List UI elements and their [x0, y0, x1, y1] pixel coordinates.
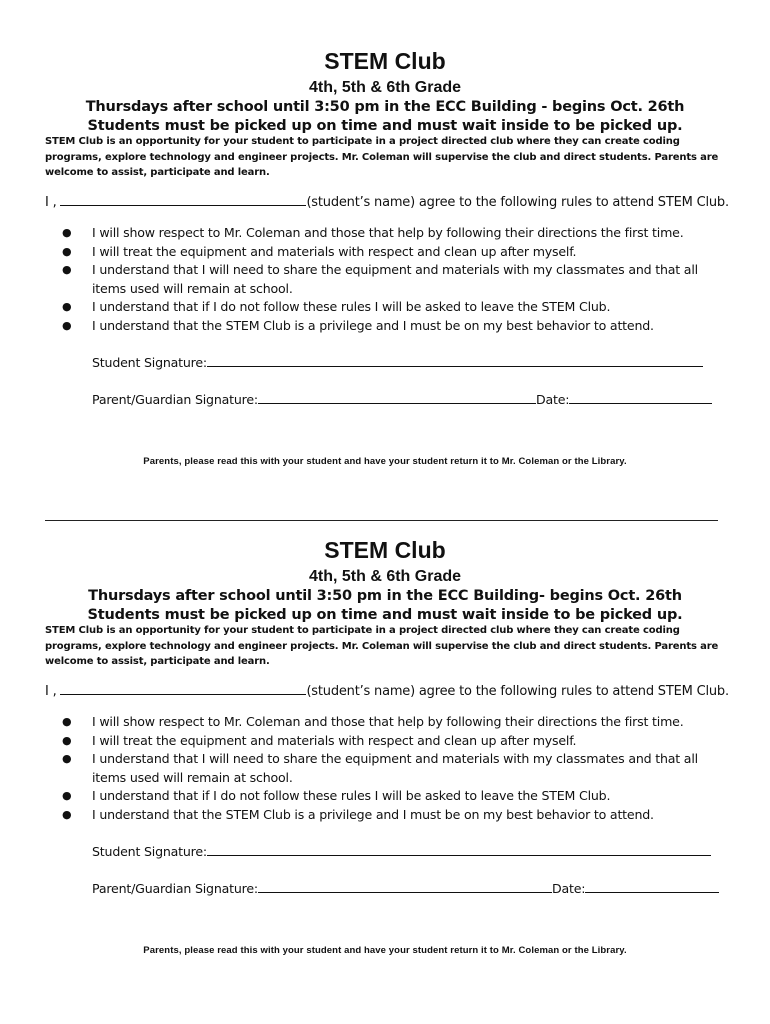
bullet-icon: ●: [62, 263, 72, 276]
rule-text: I understand that the STEM Club is a privilege and I must be on my best behavior to attend.: [92, 806, 654, 822]
agreement-suffix: (student’s name) agree to the following rules to attend STEM Club.: [306, 684, 729, 699]
rule-text: I will treat the equipment and materials with respect and clean up after myself.: [92, 732, 577, 748]
student-signature-label: Student Signature:: [92, 355, 207, 370]
list-item: [62, 298, 722, 317]
list-item: [62, 787, 722, 806]
list-item: [62, 243, 722, 262]
stem-club-form-bottom: [0, 535, 770, 956]
list-item: [62, 261, 722, 298]
grade-heading: 4th, 5th & 6th Grade: [308, 568, 462, 585]
pickup-line: Students must be picked up on time and must wait inside to be picked up.: [87, 607, 683, 623]
date-label: Date:: [535, 392, 570, 407]
bullet-icon: ●: [62, 789, 72, 802]
agreement-line: [45, 192, 735, 212]
pickup-line: Students must be picked up on time and must wait inside to be picked up.: [87, 118, 683, 134]
student-signature-field[interactable]: [207, 353, 703, 367]
cut-line-divider: [45, 520, 718, 521]
parent-signature-field[interactable]: [258, 390, 536, 404]
rule-text: I understand that I will need to share the equipment and materials with my classmates and that all items used will remain at school.: [92, 751, 698, 785]
return-instructions: Parents, please read this with your student and have your student return it to Mr. Coleman or the Library.: [143, 456, 627, 467]
parent-signature-label: Parent/Guardian Signature:: [92, 881, 258, 896]
rules-list: [62, 713, 722, 824]
rule-text: I understand that the STEM Club is a privilege and I must be on my best behavior to attend.: [92, 317, 654, 333]
rules-list: [62, 224, 722, 335]
form-title: STEM Club: [324, 48, 446, 74]
rule-text: I understand that if I do not follow these rules I will be asked to leave the STEM Club.: [92, 788, 611, 803]
schedule-line: Thursdays after school until 3:50 pm in the ECC Building - begins Oct. 26th: [85, 99, 685, 115]
date-field[interactable]: [585, 879, 719, 893]
intro-paragraph: STEM Club is an opportunity for your student to participate in a project directed club where they can create coding programs, explore technology and engineer projects. Mr. Coleman will supervise the club and direct students. Parents are welcome to assist, participate and learn.: [45, 136, 719, 178]
agreement-line: [45, 681, 735, 701]
student-signature-row: [92, 353, 703, 372]
list-item: [62, 224, 722, 243]
parent-signature-label: Parent/Guardian Signature:: [92, 392, 258, 407]
student-signature-label: Student Signature:: [92, 844, 207, 859]
student-name-field[interactable]: [60, 192, 306, 206]
student-signature-field[interactable]: [207, 842, 711, 856]
agreement-prefix: I ,: [45, 195, 57, 210]
rule-text: I understand that if I do not follow these rules I will be asked to leave the STEM Club.: [92, 299, 611, 314]
rule-text: I will treat the equipment and materials with respect and clean up after myself.: [92, 243, 577, 259]
rule-text: I will show respect to Mr. Coleman and those that help by following their directions the first time.: [92, 225, 684, 240]
rule-text: I understand that I will need to share the equipment and materials with my classmates and that all items used will remain at school.: [92, 262, 698, 296]
list-item: [62, 732, 722, 751]
agreement-prefix: I ,: [45, 684, 57, 699]
bullet-icon: ●: [62, 715, 72, 728]
parent-signature-field[interactable]: [258, 879, 552, 893]
parent-signature-row: [92, 390, 712, 409]
list-item: [62, 806, 722, 825]
return-instructions: Parents, please read this with your student and have your student return it to Mr. Coleman or the Library.: [143, 945, 627, 956]
agreement-suffix: (student’s name) agree to the following rules to attend STEM Club.: [306, 195, 729, 210]
bullet-icon: ●: [62, 318, 72, 332]
list-item: [62, 713, 722, 732]
stem-club-form-top: [0, 46, 770, 467]
rule-text: I will show respect to Mr. Coleman and those that help by following their directions the first time.: [92, 714, 684, 729]
parent-signature-row: [92, 879, 719, 898]
form-title: STEM Club: [324, 537, 446, 563]
list-item: [62, 317, 722, 336]
student-name-field[interactable]: [60, 681, 306, 695]
grade-heading: 4th, 5th & 6th Grade: [308, 79, 462, 96]
intro-paragraph: STEM Club is an opportunity for your student to participate in a project directed club where they can create coding programs, explore technology and engineer projects. Mr. Coleman will supervise the club and direct students. Parents are welcome to assist, participate and learn.: [45, 625, 719, 667]
list-item: [62, 750, 722, 787]
bullet-icon: ●: [62, 752, 72, 765]
bullet-icon: ●: [62, 244, 72, 258]
bullet-icon: ●: [62, 300, 72, 313]
date-field[interactable]: [569, 390, 712, 404]
bullet-icon: ●: [62, 807, 72, 821]
schedule-line: Thursdays after school until 3:50 pm in the ECC Building- begins Oct. 26th: [88, 588, 682, 604]
bullet-icon: ●: [62, 733, 72, 747]
student-signature-row: [92, 842, 711, 861]
bullet-icon: ●: [62, 226, 72, 239]
date-label: Date:: [551, 881, 586, 896]
